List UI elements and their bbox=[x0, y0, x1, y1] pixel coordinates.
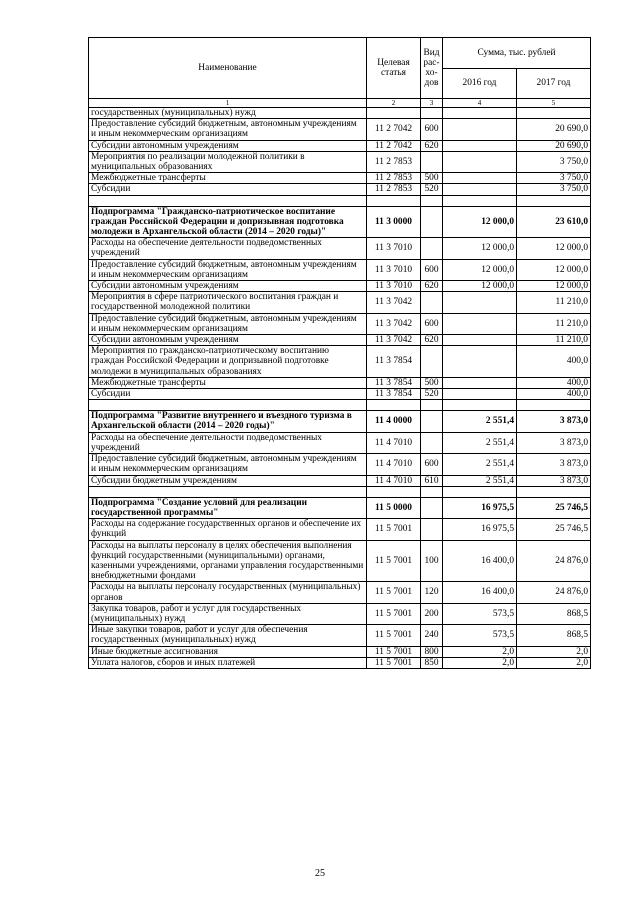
spacer-cell bbox=[421, 400, 443, 411]
table-row bbox=[89, 140, 591, 151]
row-expense-type bbox=[421, 108, 443, 119]
row-sum-2016: 2,0 bbox=[443, 657, 517, 668]
row-sum-2016: 16 400,0 bbox=[443, 582, 517, 603]
row-sum-2017: 400,0 bbox=[517, 377, 591, 388]
spacer-cell bbox=[89, 486, 367, 497]
row-target-code: 11 2 7853 bbox=[367, 151, 421, 172]
header-vid-line: хо- bbox=[425, 68, 438, 78]
spacer-cell bbox=[517, 486, 591, 497]
row-name: Предоставление субсидий бюджетным, автономным учреждениям и иным некоммерческим организациям bbox=[89, 259, 367, 280]
row-sum-2017: 3 873,0 bbox=[517, 454, 591, 475]
row-name: Уплата налогов, сборов и иных платежей bbox=[89, 657, 367, 668]
row-name: Субсидии bbox=[89, 184, 367, 195]
table-row bbox=[89, 119, 591, 140]
row-sum-2016: 16 975,5 bbox=[443, 519, 517, 540]
spacer-cell bbox=[421, 486, 443, 497]
table-row bbox=[89, 173, 591, 184]
header-sum: Сумма, тыс. рублей bbox=[443, 38, 591, 69]
row-sum-2017: 3 873,0 bbox=[517, 411, 591, 432]
spacer-cell bbox=[367, 195, 421, 206]
table-row bbox=[89, 281, 591, 292]
row-expense-type: 620 bbox=[421, 335, 443, 346]
row-name: Предоставление субсидий бюджетным, автономным учреждениям и иным некоммерческим организациям bbox=[89, 119, 367, 140]
row-expense-type: 500 bbox=[421, 173, 443, 184]
row-expense-type: 610 bbox=[421, 475, 443, 486]
row-expense-type bbox=[421, 151, 443, 172]
row-target-code: 11 5 0000 bbox=[367, 497, 421, 518]
row-expense-type: 120 bbox=[421, 582, 443, 603]
table-row bbox=[89, 346, 591, 378]
row-sum-2017: 3 873,0 bbox=[517, 432, 591, 453]
column-number: 4 bbox=[443, 99, 517, 108]
row-target-code: 11 3 7042 bbox=[367, 292, 421, 313]
row-expense-type: 520 bbox=[421, 184, 443, 195]
row-target-code: 11 4 0000 bbox=[367, 411, 421, 432]
row-sum-2016 bbox=[443, 292, 517, 313]
row-sum-2016 bbox=[443, 140, 517, 151]
spacer-cell bbox=[443, 400, 517, 411]
row-sum-2016: 2 551,4 bbox=[443, 454, 517, 475]
row-name: Межбюджетные трансферты bbox=[89, 377, 367, 388]
row-sum-2017: 3 750,0 bbox=[517, 151, 591, 172]
row-target-code: 11 5 7001 bbox=[367, 603, 421, 624]
spacer-row bbox=[89, 486, 591, 497]
row-target-code: 11 3 7010 bbox=[367, 281, 421, 292]
row-sum-2017: 11 210,0 bbox=[517, 313, 591, 334]
row-sum-2017: 400,0 bbox=[517, 389, 591, 400]
row-name: Субсидии автономным учреждениям bbox=[89, 140, 367, 151]
row-sum-2016 bbox=[443, 346, 517, 378]
table-row bbox=[89, 335, 591, 346]
row-sum-2016: 2 551,4 bbox=[443, 411, 517, 432]
table-row bbox=[89, 657, 591, 668]
row-name: Иные бюджетные ассигнования bbox=[89, 646, 367, 657]
spacer-row bbox=[89, 400, 591, 411]
row-target-code: 11 2 7042 bbox=[367, 140, 421, 151]
row-target-code: 11 3 7010 bbox=[367, 259, 421, 280]
row-target-code: 11 3 7042 bbox=[367, 335, 421, 346]
row-expense-type bbox=[421, 432, 443, 453]
table-row bbox=[89, 184, 591, 195]
row-target-code: 11 3 7854 bbox=[367, 346, 421, 378]
row-expense-type: 200 bbox=[421, 603, 443, 624]
spacer-cell bbox=[517, 195, 591, 206]
row-target-code: 11 5 7001 bbox=[367, 625, 421, 646]
row-sum-2016: 2 551,4 bbox=[443, 432, 517, 453]
row-name: государственных (муниципальных) нужд bbox=[89, 108, 367, 119]
spacer-cell bbox=[443, 195, 517, 206]
spacer-cell bbox=[421, 195, 443, 206]
row-target-code: 11 5 7001 bbox=[367, 540, 421, 582]
row-expense-type bbox=[421, 346, 443, 378]
row-name: Мероприятия по реализации молодежной политики в муниципальных образованиях bbox=[89, 151, 367, 172]
row-sum-2017: 24 876,0 bbox=[517, 540, 591, 582]
spacer-cell bbox=[367, 400, 421, 411]
row-name: Расходы на обеспечение деятельности подведомственных учреждений bbox=[89, 432, 367, 453]
row-sum-2017: 20 690,0 bbox=[517, 140, 591, 151]
row-name: Межбюджетные трансферты bbox=[89, 173, 367, 184]
header-target: Целевая статья bbox=[367, 38, 421, 99]
table-row bbox=[89, 313, 591, 334]
row-name: Расходы на содержание государственных органов и обеспечение их функций bbox=[89, 519, 367, 540]
row-target-code: 11 3 7854 bbox=[367, 389, 421, 400]
table-row bbox=[89, 540, 591, 582]
row-target-code: 11 5 7001 bbox=[367, 657, 421, 668]
table-row bbox=[89, 625, 591, 646]
page-number: 25 bbox=[315, 868, 325, 879]
row-name: Подпрограмма "Создание условий для реализации государственной программы" bbox=[89, 497, 367, 518]
row-expense-type: 620 bbox=[421, 140, 443, 151]
spacer-cell bbox=[517, 400, 591, 411]
row-sum-2016 bbox=[443, 184, 517, 195]
row-target-code: 11 3 7854 bbox=[367, 377, 421, 388]
row-sum-2017: 3 873,0 bbox=[517, 475, 591, 486]
row-sum-2017: 2,0 bbox=[517, 657, 591, 668]
spacer-row bbox=[89, 195, 591, 206]
subprogram-row bbox=[89, 497, 591, 518]
row-expense-type: 500 bbox=[421, 377, 443, 388]
row-sum-2016: 12 000,0 bbox=[443, 259, 517, 280]
row-target-code: 11 5 7001 bbox=[367, 582, 421, 603]
row-name: Предоставление субсидий бюджетным, автономным учреждениям и иным некоммерческим организациям bbox=[89, 454, 367, 475]
row-name: Субсидии бюджетным учреждениям bbox=[89, 475, 367, 486]
row-sum-2017: 11 210,0 bbox=[517, 335, 591, 346]
row-sum-2017: 3 750,0 bbox=[517, 184, 591, 195]
row-expense-type: 240 bbox=[421, 625, 443, 646]
row-sum-2016 bbox=[443, 151, 517, 172]
spacer-cell bbox=[443, 486, 517, 497]
row-sum-2017: 3 750,0 bbox=[517, 173, 591, 184]
row-sum-2016: 2 551,4 bbox=[443, 475, 517, 486]
table-row bbox=[89, 454, 591, 475]
column-numbering bbox=[89, 99, 591, 108]
spacer-cell bbox=[367, 486, 421, 497]
row-sum-2016 bbox=[443, 173, 517, 184]
header-year-2017: 2017 год bbox=[517, 68, 591, 99]
column-number: 3 bbox=[421, 99, 443, 108]
table-row bbox=[89, 519, 591, 540]
row-sum-2016: 2,0 bbox=[443, 646, 517, 657]
row-sum-2017: 20 690,0 bbox=[517, 119, 591, 140]
row-sum-2016: 12 000,0 bbox=[443, 281, 517, 292]
row-sum-2016 bbox=[443, 377, 517, 388]
row-expense-type: 800 bbox=[421, 646, 443, 657]
row-target-code: 11 2 7853 bbox=[367, 184, 421, 195]
row-sum-2016: 12 000,0 bbox=[443, 206, 517, 238]
header-name: Наименование bbox=[89, 38, 367, 99]
column-number: 5 bbox=[517, 99, 591, 108]
spacer-cell bbox=[89, 400, 367, 411]
row-expense-type bbox=[421, 206, 443, 238]
row-expense-type: 600 bbox=[421, 259, 443, 280]
row-name: Подпрограмма "Гражданско-патриотическое воспитание граждан Российской Федерации и допризывная подготовка молодежи в Архангельской области (2014 – 2020 годы)" bbox=[89, 206, 367, 238]
row-expense-type bbox=[421, 238, 443, 259]
subprogram-row bbox=[89, 411, 591, 432]
row-target-code: 11 3 0000 bbox=[367, 206, 421, 238]
row-target-code: 11 2 7853 bbox=[367, 173, 421, 184]
row-sum-2016 bbox=[443, 119, 517, 140]
table-row bbox=[89, 432, 591, 453]
row-sum-2017: 2,0 bbox=[517, 646, 591, 657]
row-sum-2016: 12 000,0 bbox=[443, 238, 517, 259]
row-target-code bbox=[367, 108, 421, 119]
row-sum-2016 bbox=[443, 335, 517, 346]
table-row bbox=[89, 389, 591, 400]
table-row bbox=[89, 646, 591, 657]
row-expense-type bbox=[421, 292, 443, 313]
row-sum-2017: 12 000,0 bbox=[517, 259, 591, 280]
row-sum-2016: 573,5 bbox=[443, 603, 517, 624]
row-target-code: 11 4 7010 bbox=[367, 454, 421, 475]
row-target-code: 11 3 7010 bbox=[367, 238, 421, 259]
row-sum-2017: 400,0 bbox=[517, 346, 591, 378]
row-target-code: 11 2 7042 bbox=[367, 119, 421, 140]
row-sum-2017: 868,5 bbox=[517, 603, 591, 624]
table-row bbox=[89, 108, 591, 119]
row-name: Субсидии автономным учреждениям bbox=[89, 335, 367, 346]
row-expense-type: 520 bbox=[421, 389, 443, 400]
row-target-code: 11 4 7010 bbox=[367, 432, 421, 453]
table-row bbox=[89, 238, 591, 259]
row-expense-type bbox=[421, 411, 443, 432]
table-body bbox=[89, 108, 591, 669]
row-sum-2017: 868,5 bbox=[517, 625, 591, 646]
row-expense-type: 620 bbox=[421, 281, 443, 292]
row-name: Субсидии автономным учреждениям bbox=[89, 281, 367, 292]
row-expense-type: 600 bbox=[421, 313, 443, 334]
row-target-code: 11 3 7042 bbox=[367, 313, 421, 334]
row-expense-type: 100 bbox=[421, 540, 443, 582]
row-sum-2017: 12 000,0 bbox=[517, 281, 591, 292]
header-vid bbox=[421, 38, 443, 99]
row-name: Предоставление субсидий бюджетным, автономным учреждениям и иным некоммерческим организациям bbox=[89, 313, 367, 334]
spacer-cell bbox=[89, 195, 367, 206]
table-row bbox=[89, 377, 591, 388]
row-name: Подпрограмма "Развитие внутреннего и въездного туризма в Архангельской области (2014 – 2020 годы)" bbox=[89, 411, 367, 432]
table-row bbox=[89, 582, 591, 603]
row-sum-2017 bbox=[517, 108, 591, 119]
table-row bbox=[89, 292, 591, 313]
header-year-2016: 2016 год bbox=[443, 68, 517, 99]
row-name: Расходы на выплаты персоналу государственных (муниципальных) органов bbox=[89, 582, 367, 603]
row-name: Расходы на обеспечение деятельности подведомственных учреждений bbox=[89, 238, 367, 259]
row-sum-2016 bbox=[443, 108, 517, 119]
subprogram-row bbox=[89, 206, 591, 238]
table-row bbox=[89, 603, 591, 624]
header-vid-line: дов bbox=[424, 78, 439, 89]
row-sum-2016 bbox=[443, 389, 517, 400]
row-expense-type: 600 bbox=[421, 454, 443, 475]
row-name: Закупка товаров, работ и услуг для государственных (муниципальных) нужд bbox=[89, 603, 367, 624]
row-name: Иные закупки товаров, работ и услуг для обеспечения государственных (муниципальных) нужд bbox=[89, 625, 367, 646]
row-name: Расходы на выплаты персоналу в целях обеспечения выполнения функций государственными (муниципальными) органами, казенными учреждениями, органами управления государственными внебюджетными фондами bbox=[89, 540, 367, 582]
row-sum-2017: 11 210,0 bbox=[517, 292, 591, 313]
column-number: 1 bbox=[89, 99, 367, 108]
table-row bbox=[89, 259, 591, 280]
row-expense-type: 850 bbox=[421, 657, 443, 668]
row-sum-2017: 25 746,5 bbox=[517, 497, 591, 518]
row-sum-2017: 12 000,0 bbox=[517, 238, 591, 259]
column-number: 2 bbox=[367, 99, 421, 108]
budget-table bbox=[88, 37, 591, 669]
row-name: Мероприятия в сфере патриотического воспитания граждан и государственной молодежной политики bbox=[89, 292, 367, 313]
row-sum-2016: 16 400,0 bbox=[443, 540, 517, 582]
row-expense-type bbox=[421, 519, 443, 540]
row-sum-2017: 25 746,5 bbox=[517, 519, 591, 540]
row-sum-2016 bbox=[443, 313, 517, 334]
row-sum-2016: 573,5 bbox=[443, 625, 517, 646]
header-vid-line: рас- bbox=[423, 57, 440, 68]
row-sum-2016: 16 975,5 bbox=[443, 497, 517, 518]
row-target-code: 11 5 7001 bbox=[367, 646, 421, 657]
table-header bbox=[89, 38, 591, 108]
row-name: Мероприятия по гражданско-патриотическому воспитанию граждан Российской Федерации и допризывной подготовке молодежи в муниципальных образованиях bbox=[89, 346, 367, 378]
row-expense-type bbox=[421, 497, 443, 518]
row-target-code: 11 4 7010 bbox=[367, 475, 421, 486]
row-name: Субсидии bbox=[89, 389, 367, 400]
table-row bbox=[89, 151, 591, 172]
table-row bbox=[89, 475, 591, 486]
row-sum-2017: 24 876,0 bbox=[517, 582, 591, 603]
row-sum-2017: 23 610,0 bbox=[517, 206, 591, 238]
header-vid-line: Вид bbox=[423, 47, 440, 58]
row-expense-type: 600 bbox=[421, 119, 443, 140]
row-target-code: 11 5 7001 bbox=[367, 519, 421, 540]
